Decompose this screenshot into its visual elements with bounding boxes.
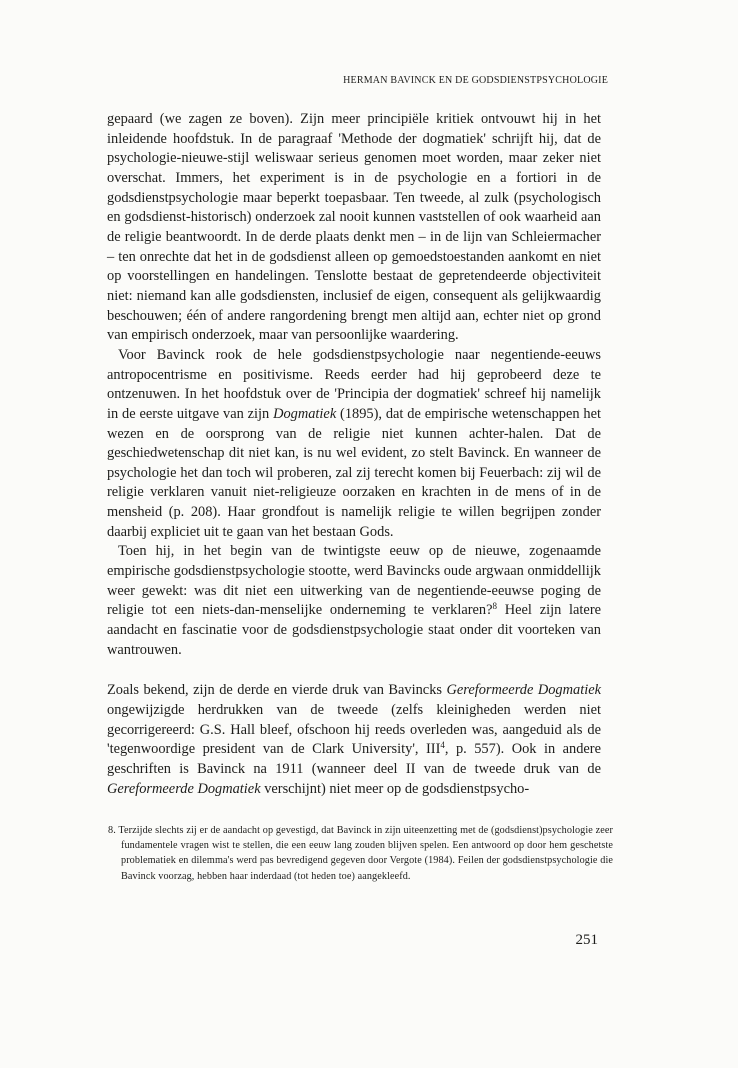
footnote-8: 8. Terzijde slechts zij er de aandacht op gevestigd, dat Bavinck in zijn uiteenzetting met de (godsdienst)psychologie zeer fundamentele vragen wist te stellen, die een eeuw lang zouden blijven spelen. Een antwoord op door hem geschetste problematiek en dilemma's werd pas bevredigend gegeven door Vergote (1984). Feilen der godsdienstpsychologie die Bavinck voorzag, hebben haar inderdaad (tot heden toe) aangekleefd.: [108, 825, 613, 882]
paragraph-2: Voor Bavinck rook de hele godsdienstpsychologie naar negentiende-eeuws antropocentrisme en positivisme. Reeds eerder had hij geprobeerd deze te ontzenuwen. In het hoofdstuk over de 'Principia der dogmatiek' schreef hij namelijk in de eerste uitgave van zijn Dogmatiek (1895), dat de empirische wetenschappen het wezen en de oorsprong van de religie niet kunnen achter-halen. Dat de geschiedwetenschap dit niet kan, is nu wel evident, zo stelt Bavinck. En wanneer de psychologie het dan toch wil proberen, zal zij terecht komen bij Feuerbach: zij wil de religie verklaren vanuit niet-religieuze oorzaken en krachten in de mens of in de mensheid (p. 208). Haar grondfout is namelijk religie te willen begrijpen zonder daarbij expliciet uit te gaan van het bestaan Gods.: [107, 346, 601, 540]
body-text: [107, 110, 601, 799]
italic-title-gereformeerde-dogmatiek: Gereformeerde Dogmatiek: [446, 682, 601, 699]
running-head: HERMAN BAVINCK EN DE GODSDIENSTPSYCHOLOGIE: [343, 75, 608, 86]
paragraph-4: Zoals bekend, zijn de derde en vierde druk van Bavincks Gereformeerde Dogmatiek ongewijzigde herdrukken van de tweede (zelfs kleinigheden werden niet gecorrigereerd: G.S. Hall bleef, ofschoon hij reeds overleden was, aangeduid als de 'tegenwoordige president van de Clark University', III$^4$, p. 557). Ook in andere geschriften is Bavinck na 1911 (wanneer deel II van de tweede druk van de Gereformeerde Dogmatiek verschijnt) niet meer op de godsdienstpsycho-: [107, 682, 601, 797]
paragraph-3: Toen hij, in het begin van de twintigste eeuw op de nieuwe, zogenaamde empirische godsdienstpsychologie stootte, werd Bavincks oude argwaan onmiddellijk weer gewekt: was dit niet een uitwerking van de negentiende-eeuwse poging de religie tot een niets-dan-menselijke onderneming te verklaren?$^8$ Heel zijn latere aandacht en fascinatie voor de godsdienstpsychologie staat onder dit voorteken van wantrouwen.: [107, 543, 601, 658]
edition-superscript: 4: [440, 740, 445, 751]
page-number: 251: [575, 932, 598, 948]
footnote-ref-8: 8: [492, 601, 497, 612]
italic-title-gereformeerde-dogmatiek-2: Gereformeerde Dogmatiek: [107, 780, 261, 797]
italic-title-dogmatiek: Dogmatiek: [273, 405, 337, 422]
paragraph-1: gepaard (we zagen ze boven). Zijn meer principiële kritiek ontvouwt hij in het inleidende hoofdstuk. In de paragraaf 'Methode der dogmatiek' schrijft hij, dat de psychologie-nieuwe-stijl weliswaar serieus genomen moet worden, maar zeker niet overschat. Immers, het experiment is in de psychologie en a fortiori in de godsdienstpsychologie maar beperkt toepasbaar. Ten tweede, al zulk (psychologisch en godsdienst-historisch) onderzoek zal nooit kunnen vaststellen of ook waarheid aan de religie beantwoordt. In de derde plaats denkt men – in de lijn van Schleiermacher – ten onrechte dat het in de godsdienst alleen op gemoedstoestanden aankomt en niet op voorstellingen en handelingen. Tenslotte bestaat de gepretendeerde objectiviteit niet: niemand kan alle godsdiensten, inclusief de eigen, consequent als gelijkwaardig beschouwen; één of andere rangordening brengt men altijd aan, echter niet op grond van empirisch onderzoek, maar van persoonlijke waardering.: [107, 111, 601, 344]
